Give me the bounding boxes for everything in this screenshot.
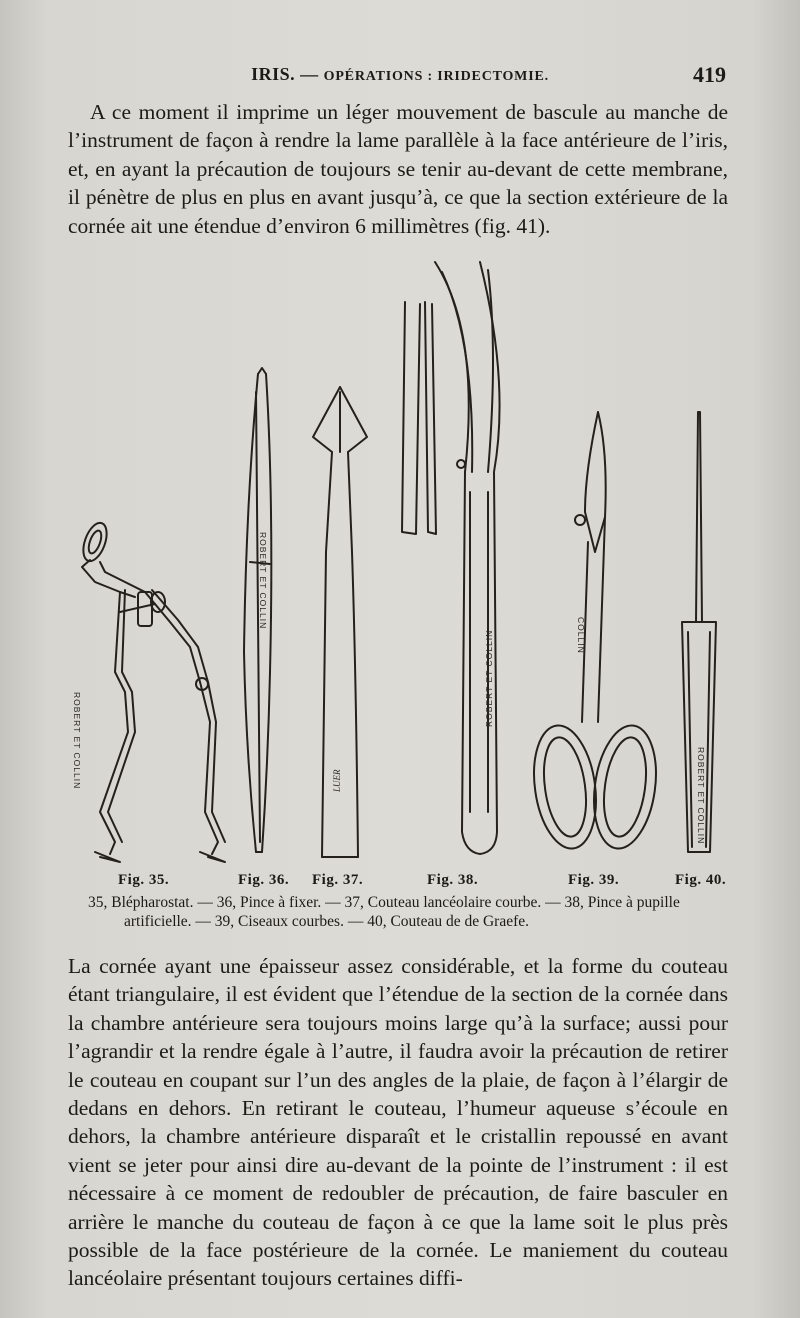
maker-stamp-35: ROBERT ET COLLIN <box>72 692 82 790</box>
blepharostat-drawing <box>79 520 225 862</box>
figure-label-40: Fig. 40. <box>675 872 727 888</box>
maker-stamp-38: ROBERT ET COLLIN <box>484 629 494 727</box>
figure-label-37: Fig. 37. <box>312 872 364 888</box>
instruments-illustration <box>60 252 750 892</box>
paragraph-2 <box>68 952 728 1293</box>
page-number: 419 <box>693 62 726 87</box>
running-head <box>0 64 800 85</box>
figure-label-39: Fig. 39. <box>568 872 620 888</box>
figure-label-35: Fig. 35. <box>118 872 170 888</box>
running-head-main: IRIS. <box>251 64 296 84</box>
figure-plate <box>60 252 750 892</box>
maker-stamp-36: ROBERT ET COLLIN <box>258 532 268 630</box>
curved-scissors-drawing <box>527 412 664 853</box>
figure-label-38: Fig. 38. <box>427 872 479 888</box>
maker-stamp-39: COLLIN <box>576 617 586 654</box>
caption-line-1: 35, Blépharostat. — 36, Pince à fixer. — 37, Couteau lancéolaire courbe. — 38, Pince à pupille <box>88 894 680 911</box>
pupil-forceps-drawing <box>402 262 500 854</box>
figure-label-36: Fig. 36. <box>238 872 290 888</box>
engraver-mark-37: LUER <box>332 769 342 792</box>
maker-stamp-40: ROBERT ET COLLIN <box>696 747 706 845</box>
paragraph-1-text: A ce moment il imprime un léger mouvement de bascule au manche de l’instrument de façon à rendre la lame parallèle à la face antérieure de l’iris, et, en ayant la précaution de toujours se tenir au-devant de cette membrane, il pénètre de plus en plus en avant jusqu’à, ce que la section extérieure de la cornée ait une étendue d’environ 6 millimètres (fig. 41). <box>68 100 728 238</box>
caption-line-2: artificielle. — 39, Ciseaux courbes. — 40, Couteau de de Graefe. <box>124 913 530 930</box>
figure-caption <box>88 893 738 931</box>
paragraph-1 <box>68 98 728 240</box>
running-head-separator: — <box>300 64 319 84</box>
page-header <box>0 62 800 92</box>
paragraph-2-text: La cornée ayant une épaisseur assez considérable, et la forme du couteau étant triangulaire, il est évident que l’étendue de la section de la cornée dans la chambre antérieure sera toujours moins large qu’à la surface; aussi pour l’agrandir et la rendre égale à l’autre, il faudra avoir la précaution de retirer le couteau en coupant sur l’un des angles de la plaie, de façon à l’élargir de dedans en dehors. En retirant le couteau, l’humeur aqueuse s’écoule en dehors, la chambre antérieure disparaît et le cristallin repoussé en avant vient se jeter pour ainsi dire au-devant de la pointe de l’instrument : il est nécessaire à ce moment de redoubler de précaution, de faire basculer en arrière le manche du couteau de façon à ce que la lame soit le plus près possible de la face postérieure de la cornée. Le maniement du couteau lancéolaire présentant toujours certaines diffi- <box>68 954 728 1291</box>
running-head-section: OPÉRATIONS : IRIDECTOMIE. <box>323 69 549 84</box>
